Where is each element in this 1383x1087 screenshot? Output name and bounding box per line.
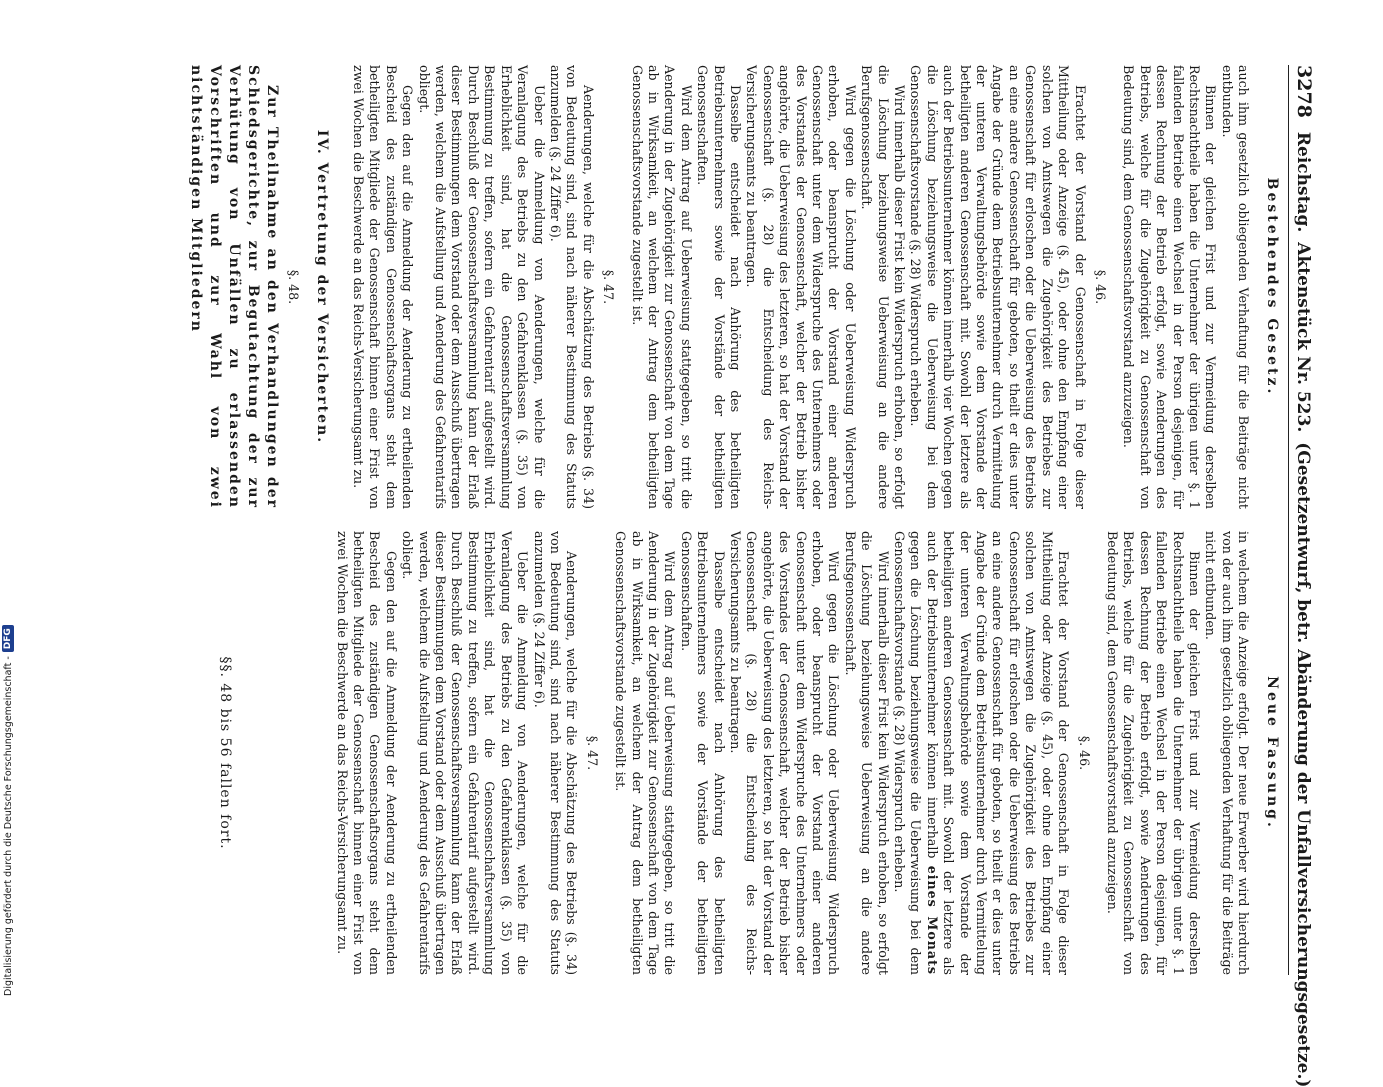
emphasized-text: eines Monats	[924, 865, 940, 975]
paragraph: auch ihm gesetzlich obliegenden Verhaftung für die Beiträge nicht entbunden.	[1219, 65, 1252, 509]
paragraph: Binnen der gleichen Frist und zur Vermeidung derselben Rechtsnachtheile haben die Unternehmer der übrigen unter §. 1 fallenden Betriebe einen Wechsel in der Person desjenigen, für dessen Rechnung der Betrieb erfolgt, sowie Aenderungen des Betriebs, welche für die Zugehörigkeit zu Genossenschaft von Bedeutung sind, dem Genossenschaftsvorstand anzuzeigen.	[1104, 531, 1202, 975]
section-number: §. 47.	[601, 269, 617, 305]
paragraph: Gegen den auf die Anmeldung der Aenderung zu ertheilenden Bescheid des zuständigen Genossenschaftsorgans steht dem betheiligten Mitgliede der Genossenschaft binnen einer Frist von zwei Wochen die Beschwerde an das Reichs-Versicherungsamt zu.	[334, 531, 399, 975]
paragraph: Ueber die Anmeldung von Aenderungen, welche für die Veranlagung des Betriebs zu den Gefahrenklassen (§. 35) von Erheblichkeit sind, hat die Genossenschaftsversammlung Bestimmung zu treffen, sofern ein Gefahrentarif aufgestellt wird. Durch Beschluß der Genossenschaftsversammlung kann der Erlaß dieser Bestimmungen dem Vorstand oder dem Ausschuß übertragen werden, welchem die Aufstellung und Aenderung des Gefahrentarifs obliegt.	[400, 531, 531, 975]
paragraph: Dasselbe entscheidet nach Anhörung des betheiligten Betriebsunternehmers sowie der Vorstände der betheiligten Genossenschaften.	[695, 65, 743, 509]
paragraph: Wird dem Antrag auf Ueberweisung stattgegeben, so tritt die Aenderung in der Zugehörigkeit zur Genossenschaft von dem Tage ab in Wirksamkeit, an welchem der Antrag dem betheiligten Genossenschaftsvorstande zugestellt ist.	[629, 65, 694, 509]
column-new-version	[186, 531, 1282, 975]
section-number: §. 46.	[1076, 735, 1092, 771]
digitization-credit	[2, 625, 14, 996]
paragraph-text: gegen die Löschung beziehungsweise die Ueberweisung bei dem Genossenschaftsvorstande (§. 28) Widerspruch erheben.	[892, 531, 924, 975]
running-head	[1288, 65, 1315, 1087]
paragraph: Zur Theilnahme an den Verhandlungen der Schiedsgerichte, zur Begutachtung der zur Verhütung von Unfällen zu erlassenden Vorschriften und zur Wahl von zwei nichtständigen Mitgliedern	[187, 65, 280, 509]
paragraph: Aenderungen, welche für die Abschätzung des Betriebs (§. 34) von Bedeutung sind, sind nach näherer Bestimmung des Statuts anzumelden (§. 24 Ziffer 6).	[531, 531, 580, 975]
deletion-note: §§. 48 bis 56 fallen fort.	[217, 656, 234, 850]
paragraph: Wird innerhalb dieser Frist kein Widerspruch erhoben, so erfolgt die Löschung beziehungsweise Ueberweisung an die andere Berufsgenossenschaft.	[842, 531, 891, 975]
paragraph: Gegen den auf die Anmeldung der Aenderung zu ertheilenden Bescheid des zuständigen Genossenschaftsorgans steht dem betheiligten Mitgliede der Genossenschaft binnen einer Frist von zwei Wochen die Beschwerde an das Reichs-Versicherungsamt zu.	[351, 65, 416, 509]
dfg-logo: DFG	[2, 625, 14, 652]
section-number: §. 46.	[1092, 269, 1108, 305]
paragraph: Wird dem Antrag auf Ueberweisung stattgegeben, so tritt die Aenderung in der Zugehörigkeit zur Genossenschaft von dem Tage ab in Wirksamkeit, an welchem der Antrag dem betheiligten Genossenschaftsvorstande zugestellt ist.	[613, 531, 678, 975]
column-heading: Bestehendes Gesetz.	[1263, 177, 1280, 397]
paragraph: Dasselbe entscheidet nach Anhörung des betheiligten Betriebsunternehmers sowie der Vorstände der betheiligten Genossenschaften.	[678, 531, 727, 975]
paragraph: Ueber die Anmeldung von Aenderungen, welche für die Veranlagung des Betriebs zu den Gefahrenklassen (§. 35) von Erheblichkeit sind, hat die Genossenschaftsversammlung Bestimmung zu treffen, sofern ein Gefahrentarif aufgestellt wird. Durch Beschluß der Genossenschaftsversammlung kann der Erlaß dieser Bestimmungen dem Vorstand oder dem Ausschuß übertragen werden, welchem die Aufstellung und Aenderung des Gefahrentarifs obliegt.	[416, 65, 547, 509]
paragraph: Binnen der gleichen Frist und zur Vermeidung derselben Rechtsnachtheile haben die Unternehmer der übrigen unter §. 1 fallenden Betriebe einen Wechsel in der Person desjenigen, für dessen Rechnung der Betrieb erfolgt, sowie Aenderungen des Betriebs, welche für die Zugehörigkeit zu Genossenschaft von Bedeutung sind, dem Genossenschaftsvorstand anzuzeigen.	[1121, 65, 1219, 509]
publication-name: Reichstag.	[1293, 131, 1313, 233]
document-subject: (Gesetzentwurf, betr. Abänderung der Unfallversicherungsgesetze.)	[1293, 442, 1313, 1087]
paragraph: Aenderungen, welche für die Abschätzung des Betriebs (§. 34) von Bedeutung sind, sind nach näherer Bestimmung des Statuts anzumelden (§. 24 Ziffer 6).	[547, 65, 596, 509]
paragraph: Wird innerhalb dieser Frist kein Widerspruch erhoben, so erfolgt die Löschung beziehungsweise Ueberweisung an die andere Berufsgenossenschaft.	[859, 65, 908, 509]
column-heading: Neue Fassung.	[1263, 676, 1280, 830]
paragraph: Wird gegen die Löschung oder Ueberweisung Widerspruch erhoben, oder beansprucht der Vorstand einer anderen Genossenschaft unter dem Widerspruche des Unternehmers oder des Vorstandes der Genossenschaft, welcher der Betrieb bisher angehörte, die Ueberweisung des letzteren, so hat der Vorstand der Genossenschaft (§. 28) die Entscheidung des Reichs-Versicherungsamts zu beantragen.	[744, 65, 858, 509]
paragraph: in welchem die Anzeige erfolgt. Der neue Erwerber wird hierdurch von der auch ihm gesetzlich obliegenden Verhaftung für die Beiträge nicht entbunden.	[1203, 531, 1252, 975]
credit-text: Digitalisierung gefördert durch die Deutsche Forschungsgemeinschaft -	[2, 656, 14, 996]
document-number: Aktenstück Nr. 523.	[1293, 242, 1313, 433]
column-existing-law	[186, 65, 1282, 509]
paragraph: Wird gegen die Löschung oder Ueberweisung Widerspruch erhoben, oder beansprucht der Vorstand einer anderen Genossenschaft unter dem Widerspruche des Unternehmers oder des Vorstandes der Genossenschaft, welcher der Betrieb bisher angehörte, die Ueberweisung des letzteren, so hat der Vorstand der Genossenschaft (§. 28) die Entscheidung des Reichs-Versicherungsamts zu beantragen.	[728, 531, 842, 975]
section-heading: IV. Vertretung der Versicherten.	[313, 129, 330, 445]
page-number: 3278	[1293, 65, 1315, 118]
paragraph: Erachtet der Vorstand der Genossenschaft in Folge dieser Mittheilung oder Anzeige (§. 45), oder ohne den Empfang einer solchen von Amtswegen die Zugehörigkeit des Betriebes zur Genossenschaft für erloschen oder die Ueberweisung des Betriebs an eine andere Genossenschaft für geboten, so theilt er dies unter Angabe der Gründe dem Betriebsunternehmer durch Vermittelung der unteren Verwaltungsbehörde sowie dem Vorstande der betheiligten anderen Genossenschaft mit. Sowohl der letztere als auch der Betriebsunternehmer können innerhalb vier Wochen gegen die Löschung beziehungsweise die Ueberweisung bei dem Genossenschaftsvorstande (§. 28) Widerspruch erheben.	[908, 65, 1088, 509]
section-number: §. 48.	[286, 269, 302, 305]
section-number: §. 47.	[584, 735, 600, 771]
paragraph-text: Erachtet der Vorstand der Genossenschaft in Folge dieser Mittheilung oder Anzeige (§. 45), oder ohne den Empfang einer solchen von Amtswegen die Zugehörigkeit des Betriebes zur Genossenschaft für erloschen oder die Ueberweisung des Betriebs an eine andere Genossenschaft für geboten, so theilt er dies unter Angabe der Gründe dem Betriebsunternehmer durch Vermittelung der unteren Verwaltungsbehörde sowie dem Vorstande der betheiligten anderen Genossenschaft mit. Sowohl der letztere als auch der Betriebsunternehmer können innerhalb	[924, 531, 1072, 975]
paragraph	[891, 531, 1071, 975]
document-page	[53, 55, 1318, 1087]
